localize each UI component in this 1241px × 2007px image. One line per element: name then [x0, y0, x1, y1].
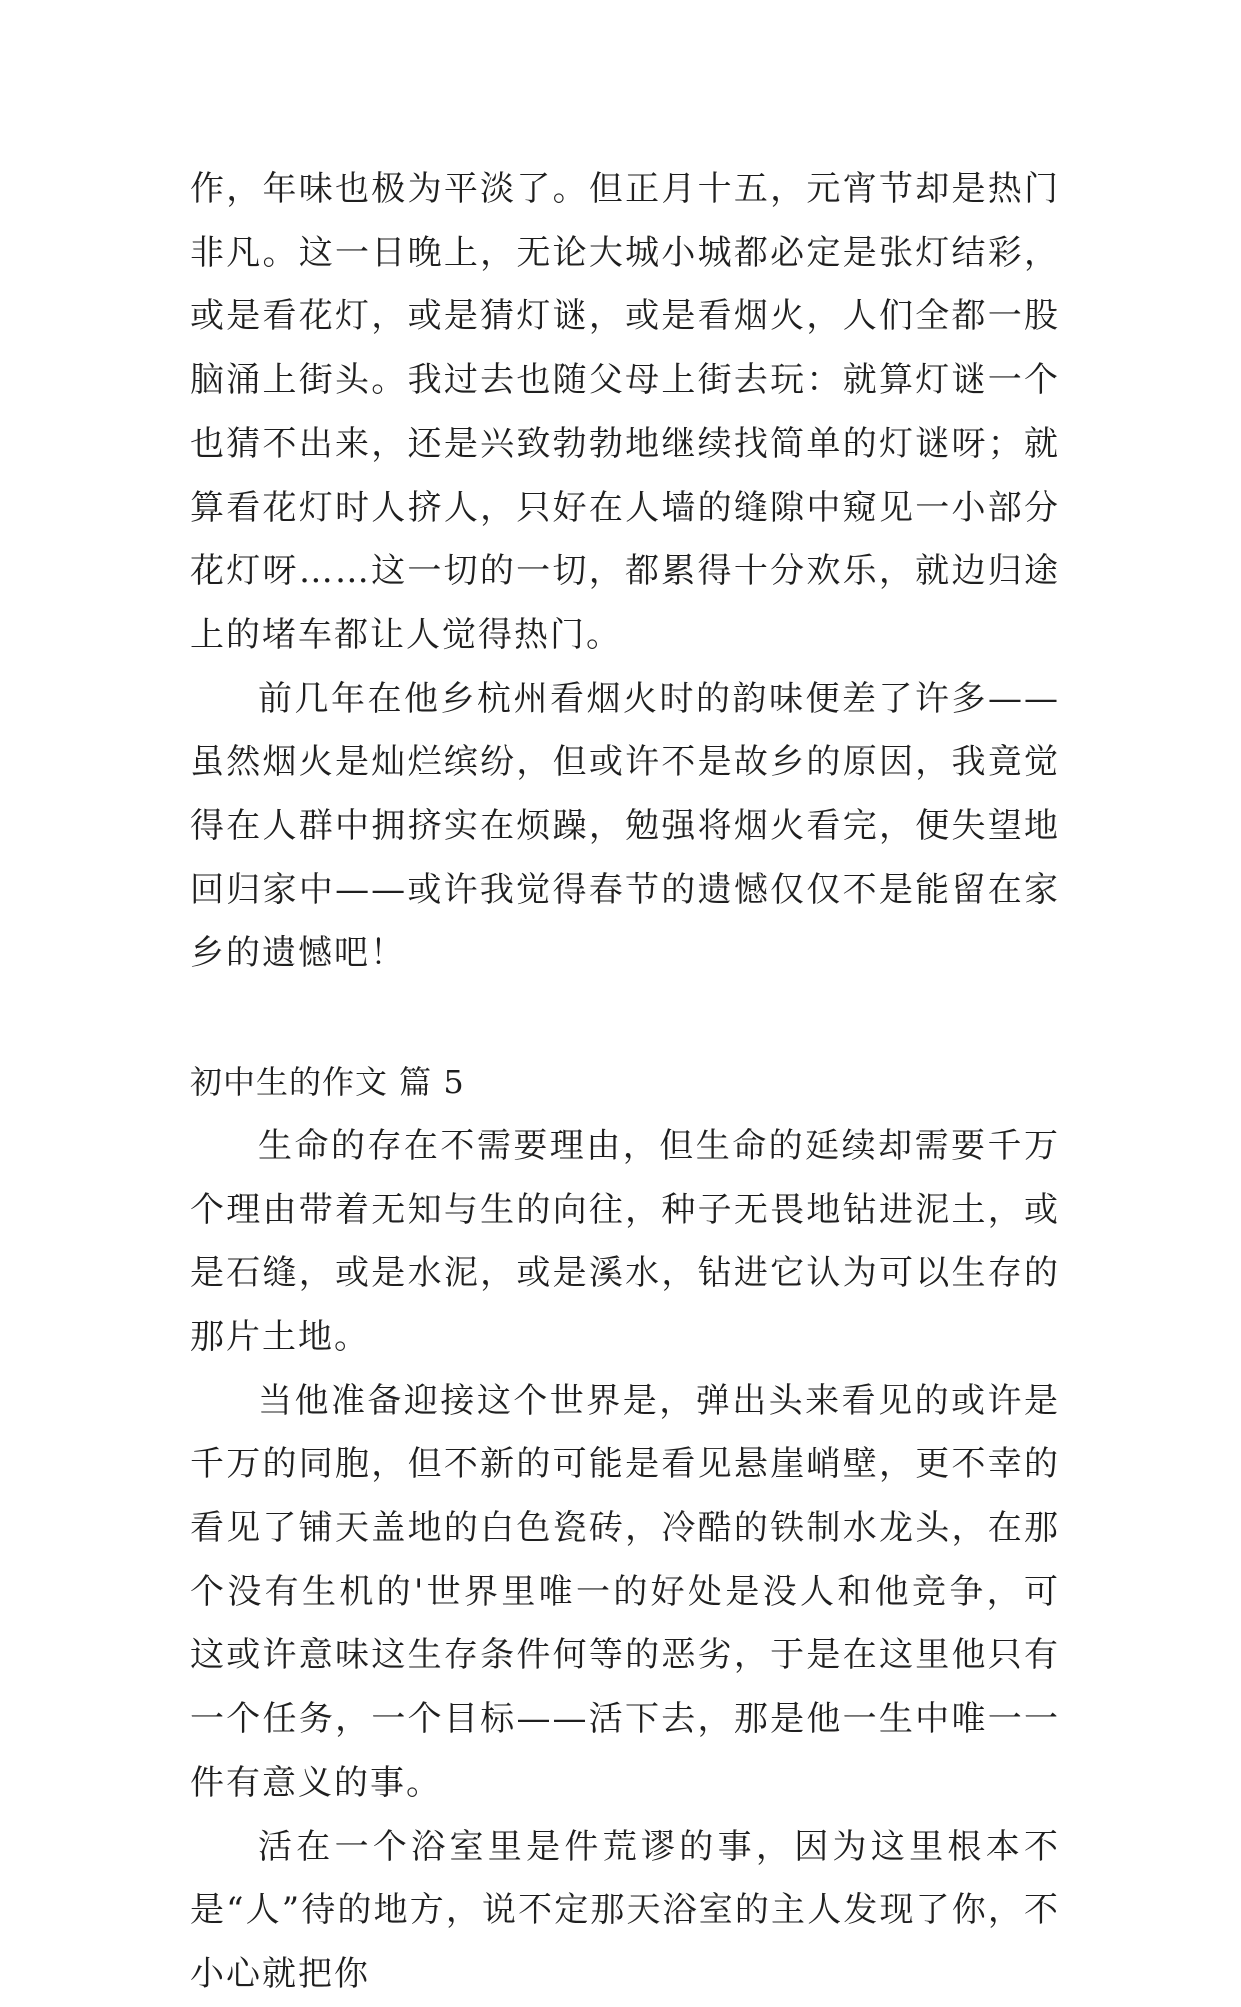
section-spacer: [190, 986, 1060, 1051]
paragraph: 生命的存在不需要理由，但生命的延续却需要千万个理由带着无知与生的向往，种子无畏地钻进泥土，或是石缝，或是水泥，或是溪水，钻进它认为可以生存的那片土地。: [190, 1125, 1060, 1357]
document-body: [190, 158, 1060, 2007]
paragraph-continued: 作，年味也极为平淡了。但正月十五，元宵节却是热门非凡。这一日晚上，无论大城小城都必定是张灯结彩，或是看花灯，或是猜灯谜，或是看烟火，人们全都一股脑涌上街头。我过去也随父母上街去玩：就算灯谜一个也猜不出来，还是兴致勃勃地继续找简单的灯谜呀；就算看花灯时人挤人，只好在人墙的缝隙中窥见一小部分花灯呀……这一切的一切，都累得十分欢乐，就边归途上的堵车都让人觉得热门。: [190, 169, 1060, 655]
paragraph: 活在一个浴室里是件荒谬的事，因为这里根本不是“人”待的地方，说不定那天浴室的主人发现了你，不小心就把你: [190, 1826, 1060, 1994]
section-heading: 初中生的作文 篇 5: [190, 1063, 465, 1102]
paragraph: 当他准备迎接这个世界是，弹出头来看见的或许是千万的同胞，但不新的可能是看见悬崖峭壁，更不幸的看见了铺天盖地的白色瓷砖，冷酷的铁制水龙头，在那个没有生机的'世界里唯一的好处是没人和他竞争，可这或许意味这生存条件何等的恶劣，于是在这里他只有一个任务，一个目标——活下去，那是他一生中唯一一件有意义的事。: [190, 1380, 1060, 1803]
paragraph: 前几年在他乡杭州看烟火时的韵味便差了许多——虽然烟火是灿烂缤纷，但或许不是故乡的原因，我竟觉得在人群中拥挤实在烦躁，勉强将烟火看完，便失望地回归家中——或许我觉得春节的遗憾仅仅不是能留在家乡的遗憾吧！: [190, 678, 1060, 974]
